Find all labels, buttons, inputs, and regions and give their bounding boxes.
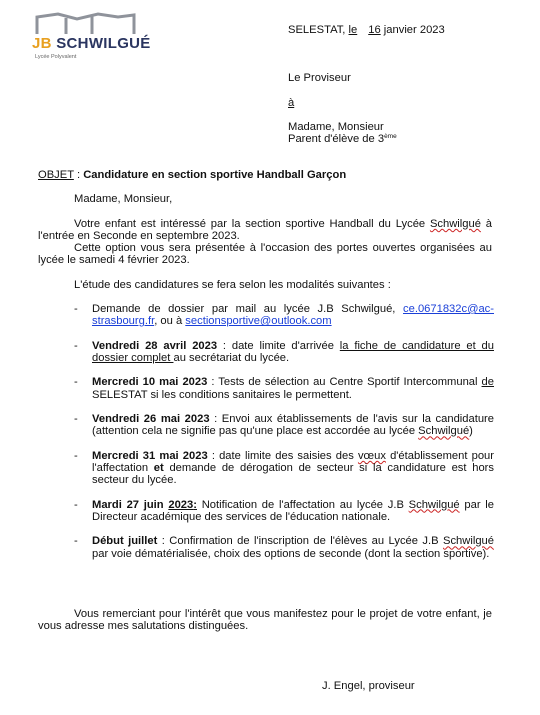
- object-sep: :: [73, 169, 84, 181]
- logo-name: [32, 36, 151, 52]
- date-line: [288, 24, 445, 36]
- email-link-academy[interactable]: ce.0671832c@ac-strasbourg.fr: [92, 303, 494, 328]
- item1-text: Demande de dossier par mail au lycée J.B Schwilgué,: [92, 303, 404, 315]
- recipient-text: Parent d'élève de 3: [288, 133, 385, 145]
- item7-date: Début juillet: [92, 535, 158, 548]
- school-name: Schwilgué: [429, 218, 481, 230]
- intro-paragraph-1: [38, 218, 492, 242]
- list-item: [74, 340, 494, 364]
- list-item: [74, 535, 494, 559]
- date-city: SELESTAT,: [288, 24, 346, 36]
- email-link-section[interactable]: sectionsportive@outlook.com: [185, 315, 332, 328]
- item2-underlined: la fiche de candidature et du dossier complet: [92, 339, 494, 364]
- object-line: [38, 169, 346, 181]
- dash: -: [74, 535, 78, 548]
- item6-text: Notification de l'affectation au lycée J.B: [196, 498, 409, 511]
- item5-et: et: [153, 462, 164, 475]
- recipient-sup: ème: [384, 133, 397, 140]
- list-item: [74, 499, 494, 523]
- list-item: [74, 413, 494, 437]
- item5-text-b: d'établissement pour l'affectation: [92, 449, 494, 475]
- item6-colon: :: [193, 498, 197, 511]
- object-label: OBJET: [38, 169, 74, 181]
- item6-date: Mardi 27 juin: [92, 498, 169, 511]
- date-day: 16: [368, 24, 381, 36]
- item2-date: Vendredi 28 avril 2023: [92, 339, 218, 352]
- item5-text-c: demande de dérogation de secteur si la candidature est hors secteur du lycée.: [92, 462, 494, 487]
- intro-paragraph-3: L'étude des candidatures se fera selon les modalités suivantes :: [74, 279, 391, 291]
- date-le: le: [348, 24, 358, 36]
- item7-school-name: Schwilgué: [443, 535, 494, 548]
- object-text: Candidature en section sportive Handball Garçon: [83, 169, 347, 181]
- dash: -: [74, 498, 78, 511]
- school-logo: [32, 12, 151, 62]
- list-item: [74, 450, 494, 487]
- list-item: [74, 303, 494, 327]
- logo-jb: JB: [32, 35, 52, 52]
- item2-text-b: au secrétariat du lycée.: [173, 351, 290, 364]
- closing-text: Vous remerciant pour l'intérêt que vous manifestez pour le projet de votre enfant, je vous adresse mes salutations distinguées.: [38, 608, 492, 633]
- item4-text-b: ): [469, 425, 473, 438]
- item3-text: : Tests de sélection au Centre Sportif Intercommunal: [207, 376, 482, 389]
- recipient-line2: [288, 133, 397, 145]
- item2-text: : date limite d'arrivée: [217, 339, 340, 352]
- to-word: à: [288, 97, 295, 109]
- item7-text: : Confirmation de l'inscription de l'élèves au Lycée J.B: [157, 535, 443, 548]
- item4-date: Vendredi 26 mai 2023: [92, 413, 210, 426]
- item6-text-b: par le Directeur académique des services de l'éducation nationale.: [92, 498, 494, 523]
- intro-p1-a: Votre enfant est intéressé par la section sportive Handball du Lycée: [74, 218, 430, 230]
- date-rest: janvier 2023: [383, 24, 445, 36]
- intro-p2-text: Cette option vous sera présentée à l'occasion des portes ouvertes organisées au lycée le samedi 4 février 2023.: [38, 242, 492, 267]
- dash: -: [74, 449, 78, 462]
- item7-text-b: par voie dématérialisée, choix des options de seconde (dont la section sportive).: [92, 547, 490, 560]
- dash: -: [74, 303, 78, 315]
- item4-school-name: Schwilgué: [418, 425, 470, 438]
- dash: -: [74, 413, 78, 426]
- item4-text: : Envoi aux établissements de l'avis sur la candidature (attention cela ne signifie pas qu'une place est accordée au lycée: [92, 413, 495, 438]
- list-item: [74, 376, 494, 400]
- logo-roof-icon: [32, 12, 142, 36]
- dash: -: [74, 376, 78, 389]
- recipient-line1: Madame, Monsieur: [288, 121, 384, 133]
- greeting: Madame, Monsieur,: [74, 193, 173, 205]
- timeline-list: [74, 303, 494, 572]
- logo-school-name: SCHWILGUÉ: [56, 35, 151, 52]
- item5-date: Mercredi 31 mai 2023: [92, 449, 208, 462]
- item3-date: Mercredi 10 mai 2023: [92, 376, 208, 389]
- item3-de: de: [481, 376, 494, 389]
- item5-voeux: vœux: [357, 449, 386, 462]
- sender: Le Proviseur: [288, 72, 351, 84]
- item6-year: 2023: [168, 498, 194, 511]
- intro-paragraph-2: [38, 242, 492, 266]
- signature: J. Engel, proviseur: [322, 680, 415, 692]
- logo-subtitle: Lycée Polyvalent: [35, 54, 77, 60]
- item5-text: : date limite des saisies des: [207, 449, 358, 462]
- closing-paragraph: [38, 608, 492, 632]
- item1-text-b: , ou à: [154, 315, 186, 328]
- item3-text-b: SELESTAT si les conditions sanitaires le permettent.: [92, 388, 352, 401]
- item6-school-name: Schwilgué: [408, 498, 460, 511]
- intro-p1-b: à l'entrée en Seconde en septembre 2023.: [38, 218, 492, 243]
- dash: -: [74, 339, 78, 352]
